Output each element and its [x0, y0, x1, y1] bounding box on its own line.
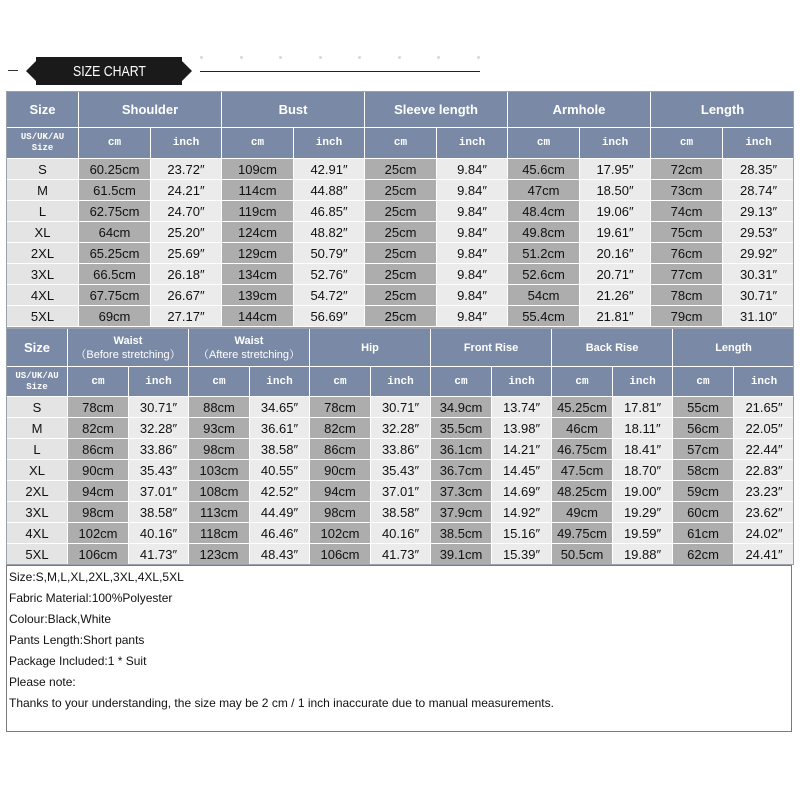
cm-value-cell: 66.5cm — [79, 264, 151, 285]
cm-value-cell: 49.8cm — [508, 222, 580, 243]
inch-value-cell: 9.84″ — [437, 243, 508, 264]
inch-value-cell: 40.16″ — [371, 523, 431, 544]
cm-value-cell: 113cm — [189, 502, 250, 523]
cm-value-cell: 72cm — [651, 159, 723, 180]
inch-value-cell: 9.84″ — [437, 159, 508, 180]
unit-inch: inch — [723, 128, 795, 159]
unit-cm: cm — [552, 367, 613, 397]
cm-value-cell: 49cm — [552, 502, 613, 523]
inch-value-cell: 21.26″ — [580, 285, 651, 306]
inch-value-cell: 19.00″ — [613, 481, 673, 502]
cm-value-cell: 61cm — [673, 523, 734, 544]
cm-value-cell: 34.9cm — [431, 397, 492, 418]
note-line: Please note: — [9, 675, 76, 689]
cm-value-cell: 25cm — [365, 243, 437, 264]
unit-cm: cm — [365, 128, 437, 159]
column-header-note: （Before stretching） — [75, 348, 181, 361]
unit-cm: cm — [310, 367, 371, 397]
inch-value-cell: 48.82″ — [294, 222, 365, 243]
size-header: Size — [7, 329, 68, 367]
table-row — [7, 159, 795, 180]
cm-value-cell: 37.3cm — [431, 481, 492, 502]
size-header: Size — [7, 92, 79, 128]
size-cell: 2XL — [7, 481, 68, 502]
cm-value-cell: 119cm — [222, 201, 294, 222]
table-row — [7, 523, 795, 544]
inch-value-cell: 14.21″ — [492, 439, 552, 460]
inch-value-cell: 18.11″ — [613, 418, 673, 439]
cm-value-cell: 134cm — [222, 264, 294, 285]
cm-value-cell: 51.2cm — [508, 243, 580, 264]
inch-value-cell: 19.29″ — [613, 502, 673, 523]
unit-cm: cm — [651, 128, 723, 159]
cm-value-cell: 144cm — [222, 306, 294, 327]
inch-value-cell: 20.16″ — [580, 243, 651, 264]
cm-value-cell: 45.25cm — [552, 397, 613, 418]
inch-value-cell: 22.05″ — [734, 418, 795, 439]
inch-value-cell: 35.43″ — [371, 460, 431, 481]
inch-value-cell: 30.71″ — [723, 285, 795, 306]
inch-value-cell: 19.88″ — [613, 544, 673, 565]
inch-value-cell: 19.61″ — [580, 222, 651, 243]
column-header — [673, 329, 795, 367]
cm-value-cell: 78cm — [310, 397, 371, 418]
inch-value-cell: 32.28″ — [371, 418, 431, 439]
unit-cm: cm — [673, 367, 734, 397]
inch-value-cell: 29.13″ — [723, 201, 795, 222]
inch-value-cell: 41.73″ — [371, 544, 431, 565]
cm-value-cell: 102cm — [310, 523, 371, 544]
cm-value-cell: 75cm — [651, 222, 723, 243]
unit-inch: inch — [492, 367, 552, 397]
product-notes — [6, 565, 792, 732]
inch-value-cell: 22.83″ — [734, 460, 795, 481]
inch-value-cell: 19.59″ — [613, 523, 673, 544]
table-row — [7, 439, 795, 460]
column-header-name: Front Rise — [463, 341, 519, 354]
inch-value-cell: 9.84″ — [437, 222, 508, 243]
column-header — [189, 329, 310, 367]
unit-inch: inch — [250, 367, 310, 397]
inch-value-cell: 56.69″ — [294, 306, 365, 327]
inch-value-cell: 37.01″ — [371, 481, 431, 502]
region-size-label: US/UK/AU Size — [7, 128, 79, 159]
cm-value-cell: 114cm — [222, 180, 294, 201]
cm-value-cell: 98cm — [310, 502, 371, 523]
cm-value-cell: 118cm — [189, 523, 250, 544]
inch-value-cell: 26.67″ — [151, 285, 222, 306]
bottom-size-table — [6, 328, 795, 565]
cm-value-cell: 60cm — [673, 502, 734, 523]
inch-value-cell: 44.88″ — [294, 180, 365, 201]
inch-value-cell: 9.84″ — [437, 264, 508, 285]
column-header — [310, 329, 431, 367]
inch-value-cell: 32.28″ — [129, 418, 189, 439]
cm-value-cell: 82cm — [68, 418, 129, 439]
inch-value-cell: 30.71″ — [129, 397, 189, 418]
cm-value-cell: 36.1cm — [431, 439, 492, 460]
cm-value-cell: 25cm — [365, 201, 437, 222]
inch-value-cell: 17.95″ — [580, 159, 651, 180]
cm-value-cell: 78cm — [651, 285, 723, 306]
inch-value-cell: 18.41″ — [613, 439, 673, 460]
cm-value-cell: 25cm — [365, 180, 437, 201]
cm-value-cell: 49.75cm — [552, 523, 613, 544]
inch-value-cell: 9.84″ — [437, 285, 508, 306]
cm-value-cell: 123cm — [189, 544, 250, 565]
inch-value-cell: 18.50″ — [580, 180, 651, 201]
unit-inch: inch — [371, 367, 431, 397]
cm-value-cell: 79cm — [651, 306, 723, 327]
page-title: SIZE CHART — [72, 62, 146, 80]
cm-value-cell: 57cm — [673, 439, 734, 460]
table-row — [7, 544, 795, 565]
cm-value-cell: 47.5cm — [552, 460, 613, 481]
inch-value-cell: 19.06″ — [580, 201, 651, 222]
inch-value-cell: 23.62″ — [734, 502, 795, 523]
inch-value-cell: 40.55″ — [250, 460, 310, 481]
cm-value-cell: 36.7cm — [431, 460, 492, 481]
inch-value-cell: 54.72″ — [294, 285, 365, 306]
inch-value-cell: 13.98″ — [492, 418, 552, 439]
size-cell: S — [7, 159, 79, 180]
cm-value-cell: 39.1cm — [431, 544, 492, 565]
cm-value-cell: 35.5cm — [431, 418, 492, 439]
unit-inch: inch — [734, 367, 795, 397]
cm-value-cell: 52.6cm — [508, 264, 580, 285]
cm-value-cell: 90cm — [310, 460, 371, 481]
inch-value-cell: 42.91″ — [294, 159, 365, 180]
top-size-table — [6, 91, 795, 327]
inch-value-cell: 35.43″ — [129, 460, 189, 481]
unit-cm: cm — [508, 128, 580, 159]
size-cell: 5XL — [7, 544, 68, 565]
inch-value-cell: 48.43″ — [250, 544, 310, 565]
inch-value-cell: 52.76″ — [294, 264, 365, 285]
inch-value-cell: 36.61″ — [250, 418, 310, 439]
inch-value-cell: 29.92″ — [723, 243, 795, 264]
inch-value-cell: 26.18″ — [151, 264, 222, 285]
size-cell: M — [7, 180, 79, 201]
size-cell: L — [7, 439, 68, 460]
cm-value-cell: 98cm — [68, 502, 129, 523]
region-size-label: US/UK/AU Size — [7, 367, 68, 397]
inch-value-cell: 23.72″ — [151, 159, 222, 180]
inch-value-cell: 33.86″ — [129, 439, 189, 460]
size-cell: 4XL — [7, 285, 79, 306]
table-row — [7, 418, 795, 439]
inch-value-cell: 46.46″ — [250, 523, 310, 544]
inch-value-cell: 24.70″ — [151, 201, 222, 222]
cm-value-cell: 62.75cm — [79, 201, 151, 222]
cm-value-cell: 48.25cm — [552, 481, 613, 502]
inch-value-cell: 24.21″ — [151, 180, 222, 201]
cm-value-cell: 139cm — [222, 285, 294, 306]
inch-value-cell: 9.84″ — [437, 201, 508, 222]
cm-value-cell: 88cm — [189, 397, 250, 418]
inch-value-cell: 15.39″ — [492, 544, 552, 565]
column-header-name: Waist — [234, 334, 264, 347]
inch-value-cell: 38.58″ — [250, 439, 310, 460]
note-line: Package Included:1 * Suit — [9, 654, 147, 668]
inch-value-cell: 37.01″ — [129, 481, 189, 502]
cm-value-cell: 102cm — [68, 523, 129, 544]
cm-value-cell: 103cm — [189, 460, 250, 481]
cm-value-cell: 106cm — [310, 544, 371, 565]
table-row — [7, 201, 795, 222]
cm-value-cell: 62cm — [673, 544, 734, 565]
title-banner — [26, 57, 192, 85]
table-row — [7, 306, 795, 327]
cm-value-cell: 45.6cm — [508, 159, 580, 180]
cm-value-cell: 67.75cm — [79, 285, 151, 306]
note-line: Size:S,M,L,XL,2XL,3XL,4XL,5XL — [9, 570, 184, 584]
cm-value-cell: 46cm — [552, 418, 613, 439]
cm-value-cell: 94cm — [68, 481, 129, 502]
cm-value-cell: 90cm — [68, 460, 129, 481]
table-row — [7, 460, 795, 481]
cm-value-cell: 129cm — [222, 243, 294, 264]
size-cell: S — [7, 397, 68, 418]
note-line: Fabric Material:100%Polyester — [9, 591, 173, 605]
cm-value-cell: 54cm — [508, 285, 580, 306]
header-rule — [200, 71, 480, 72]
column-header — [68, 329, 189, 367]
column-header-shoulder: Shoulder — [79, 92, 222, 128]
cm-value-cell: 25cm — [365, 285, 437, 306]
size-cell: 4XL — [7, 523, 68, 544]
note-line: Colour:Black,White — [9, 612, 112, 626]
inch-value-cell: 38.58″ — [371, 502, 431, 523]
column-header — [552, 329, 673, 367]
cm-value-cell: 69cm — [79, 306, 151, 327]
inch-value-cell: 33.86″ — [371, 439, 431, 460]
unit-inch: inch — [294, 128, 365, 159]
inch-value-cell: 15.16″ — [492, 523, 552, 544]
size-cell: 5XL — [7, 306, 79, 327]
inch-value-cell: 28.35″ — [723, 159, 795, 180]
cm-value-cell: 64cm — [79, 222, 151, 243]
cm-value-cell: 78cm — [68, 397, 129, 418]
inch-value-cell: 27.17″ — [151, 306, 222, 327]
size-chart-header — [0, 48, 800, 88]
inch-value-cell: 21.81″ — [580, 306, 651, 327]
inch-value-cell: 31.10″ — [723, 306, 795, 327]
unit-inch: inch — [151, 128, 222, 159]
unit-cm: cm — [189, 367, 250, 397]
cm-value-cell: 108cm — [189, 481, 250, 502]
inch-value-cell: 22.44″ — [734, 439, 795, 460]
unit-inch: inch — [613, 367, 673, 397]
size-cell: M — [7, 418, 68, 439]
cm-value-cell: 55.4cm — [508, 306, 580, 327]
cm-value-cell: 77cm — [651, 264, 723, 285]
table-row — [7, 397, 795, 418]
inch-value-cell: 14.92″ — [492, 502, 552, 523]
cm-value-cell: 25cm — [365, 222, 437, 243]
cm-value-cell: 38.5cm — [431, 523, 492, 544]
table-row — [7, 243, 795, 264]
size-cell: L — [7, 201, 79, 222]
table-row — [7, 222, 795, 243]
table-row — [7, 481, 795, 502]
column-header-name: Waist — [113, 334, 143, 347]
cm-value-cell: 46.75cm — [552, 439, 613, 460]
cm-value-cell: 109cm — [222, 159, 294, 180]
inch-value-cell: 42.52″ — [250, 481, 310, 502]
column-header — [431, 329, 552, 367]
size-cell: 2XL — [7, 243, 79, 264]
inch-value-cell: 18.70″ — [613, 460, 673, 481]
cm-value-cell: 93cm — [189, 418, 250, 439]
inch-value-cell: 25.20″ — [151, 222, 222, 243]
cm-value-cell: 86cm — [68, 439, 129, 460]
unit-cm: cm — [431, 367, 492, 397]
inch-value-cell: 17.81″ — [613, 397, 673, 418]
cm-value-cell: 65.25cm — [79, 243, 151, 264]
column-header-length: Length — [651, 92, 795, 128]
unit-cm: cm — [79, 128, 151, 159]
inch-value-cell: 20.71″ — [580, 264, 651, 285]
cm-value-cell: 74cm — [651, 201, 723, 222]
size-cell: 3XL — [7, 502, 68, 523]
cm-value-cell: 94cm — [310, 481, 371, 502]
unit-inch: inch — [129, 367, 189, 397]
cm-value-cell: 47cm — [508, 180, 580, 201]
inch-value-cell: 44.49″ — [250, 502, 310, 523]
inch-value-cell: 24.41″ — [734, 544, 795, 565]
cm-value-cell: 106cm — [68, 544, 129, 565]
unit-inch: inch — [437, 128, 508, 159]
size-cell: XL — [7, 460, 68, 481]
table-row — [7, 502, 795, 523]
cm-value-cell: 124cm — [222, 222, 294, 243]
cm-value-cell: 25cm — [365, 159, 437, 180]
inch-value-cell: 23.23″ — [734, 481, 795, 502]
inch-value-cell: 9.84″ — [437, 306, 508, 327]
inch-value-cell: 28.74″ — [723, 180, 795, 201]
cm-value-cell: 61.5cm — [79, 180, 151, 201]
cm-value-cell: 58cm — [673, 460, 734, 481]
size-cell: XL — [7, 222, 79, 243]
header-dots — [200, 56, 480, 60]
cm-value-cell: 25cm — [365, 264, 437, 285]
size-cell: 3XL — [7, 264, 79, 285]
cm-value-cell: 25cm — [365, 306, 437, 327]
inch-value-cell: 38.58″ — [129, 502, 189, 523]
unit-cm: cm — [68, 367, 129, 397]
unit-cm: cm — [222, 128, 294, 159]
inch-value-cell: 29.53″ — [723, 222, 795, 243]
cm-value-cell: 55cm — [673, 397, 734, 418]
inch-value-cell: 41.73″ — [129, 544, 189, 565]
cm-value-cell: 59cm — [673, 481, 734, 502]
column-header-note: （Aftere stretching） — [197, 348, 301, 361]
inch-value-cell: 14.69″ — [492, 481, 552, 502]
unit-inch: inch — [580, 128, 651, 159]
cm-value-cell: 98cm — [189, 439, 250, 460]
cm-value-cell: 86cm — [310, 439, 371, 460]
table-row — [7, 285, 795, 306]
inch-value-cell: 34.65″ — [250, 397, 310, 418]
inch-value-cell: 40.16″ — [129, 523, 189, 544]
cm-value-cell: 73cm — [651, 180, 723, 201]
inch-value-cell: 30.71″ — [371, 397, 431, 418]
inch-value-cell: 9.84″ — [437, 180, 508, 201]
table-row — [7, 264, 795, 285]
column-header-bust: Bust — [222, 92, 365, 128]
inch-value-cell: 30.31″ — [723, 264, 795, 285]
inch-value-cell: 50.79″ — [294, 243, 365, 264]
cm-value-cell: 48.4cm — [508, 201, 580, 222]
inch-value-cell: 46.85″ — [294, 201, 365, 222]
note-line: Pants Length:Short pants — [9, 633, 145, 647]
column-header-armhole: Armhole — [508, 92, 651, 128]
column-header-name: Hip — [361, 341, 379, 354]
note-line: Thanks to your understanding, the size may be 2 cm / 1 inch inaccurate due to manual measurements. — [9, 696, 554, 710]
inch-value-cell: 24.02″ — [734, 523, 795, 544]
column-header-sleeve-length: Sleeve length — [365, 92, 508, 128]
table-row — [7, 180, 795, 201]
header-dash — [8, 70, 18, 71]
column-header-name: Back Rise — [585, 341, 639, 354]
column-header-name: Length — [715, 341, 752, 354]
inch-value-cell: 14.45″ — [492, 460, 552, 481]
cm-value-cell: 60.25cm — [79, 159, 151, 180]
cm-value-cell: 56cm — [673, 418, 734, 439]
inch-value-cell: 13.74″ — [492, 397, 552, 418]
cm-value-cell: 82cm — [310, 418, 371, 439]
inch-value-cell: 21.65″ — [734, 397, 795, 418]
inch-value-cell: 25.69″ — [151, 243, 222, 264]
cm-value-cell: 37.9cm — [431, 502, 492, 523]
cm-value-cell: 50.5cm — [552, 544, 613, 565]
cm-value-cell: 76cm — [651, 243, 723, 264]
